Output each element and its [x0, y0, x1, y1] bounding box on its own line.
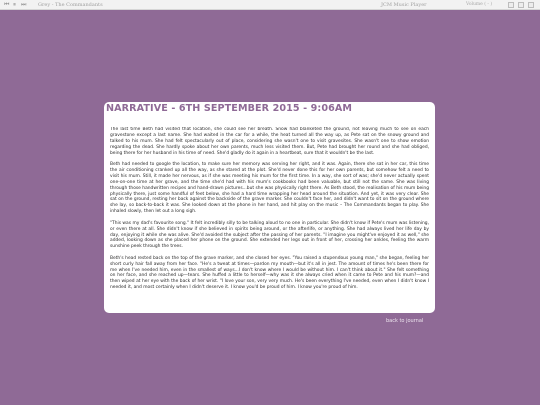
- entry-title: NARRATIVE - 6TH SEPTEMBER 2015 - 9:06AM: [106, 103, 353, 114]
- window-button-icon[interactable]: [528, 2, 534, 8]
- previous-track-icon[interactable]: ⏮: [4, 1, 10, 8]
- next-track-icon[interactable]: ⏭: [21, 1, 27, 8]
- now-playing-track: Grey - The Commandants: [38, 2, 103, 8]
- entry-body[interactable]: [110, 127, 429, 313]
- entry-paragraph: "This was my dad's favourite song." It felt incredibly silly to be talking aloud to no one in particular. She didn't know if Pete's mum was listening, or even there at all. She didn't know if she believed in spirits being around, or the afterlife, or anything. She had always lived her life day by day, enjoying it while she was alive. She'd avoided the subject after the passing of her parents. "I imagine you might've enjoyed it as well," she added, looking down as she placed her phone on the ground. She extended her legs out in front of her, crossing her ankles, feeling the warm sunshine peek through the trees.: [110, 220, 429, 250]
- volume-control[interactable]: Volume ( - ): [466, 2, 493, 7]
- player-name[interactable]: JCM Music Player: [381, 2, 427, 8]
- window-button-icon[interactable]: [518, 2, 524, 8]
- back-to-journal-link[interactable]: back to journal: [386, 318, 424, 324]
- music-player-bar: [0, 0, 540, 10]
- pause-icon[interactable]: ⏸: [13, 1, 17, 8]
- window-button-icon[interactable]: [508, 2, 514, 8]
- entry-paragraph: Beth had needed to google the location, to make sure her memory was serving her right, and it was. Again, there she sat in her car, this time the air conditioning cranked up all the way, as she stared at the plot. She'd never done this for her own parents, but somehow felt a need to visit his mum. Still, it made her nervous, as if she was meeting his mum for the first time. In a way, she sort of was; she'd never actually spent one-on-one time at her grave, and the time she'd had with his mum's cookbooks had been valuable, but still not the same. She was living through those handwritten recipes and hand-drawn pictures...but she was physically right there. As Beth stood, the realisation of his mum being physically there, just some handful of feet below, she had a hard time wrapping her head around the situation. And yet, it was very clear. She sat on the ground, resting her back against the backside of the grave marker. She couldn't face her, and didn't want to sit on the ground where she lay, so back-to-back it was. She looked down at the phone in her hand, and hit play on the music – The Commandants began to play. She inhaled slowly, then let out a long sigh.: [110, 162, 429, 215]
- entry-paragraph: The last time Beth had visited that location, she could see her breath. Snow had blanketed the ground, not leaving much to see on each gravestone except a last name. She had waited in the car for a while, the heat turned all the way up, as Pete sat on the snowy ground and talked to his mum. She had felt spectacularly out of place, considering she wasn't one to visit gravesites. She wasn't one to show emotion regarding the dead. She hardly spoke about her own parents, much less visited them. But, Pete had brought her round and she had obliged, being there for her husband in his time of need. She'd gladly do it again in a heartbeat, sure that it wouldn't be the last.: [110, 127, 429, 156]
- journal-entry-panel: [104, 102, 435, 313]
- entry-paragraph: Beth's head rested back on the top of the grave marker, and she closed her eyes. "You raised a stupendous young man," she began, feeling her short curly hair fall away from her face. "He's a tweat at times—pardon my mouth—but it's all in jest. The amount of times he's been there for me when I've needed him, even in the smallest of ways...I don't know where I would be without him. I can't think about it." She felt something on her face, and she reached up—tears. She huffed a little to herself—why was it she always cried when it came to Pete and his mum?—and then wiped at her eye with the back of her wrist. "I love your son, very very much. He's been everything I've needed, even when I didn't know I needed it, and most certainly when I didn't deserve it. I know you'd be proud of him. I know you're proud of him.: [110, 255, 429, 291]
